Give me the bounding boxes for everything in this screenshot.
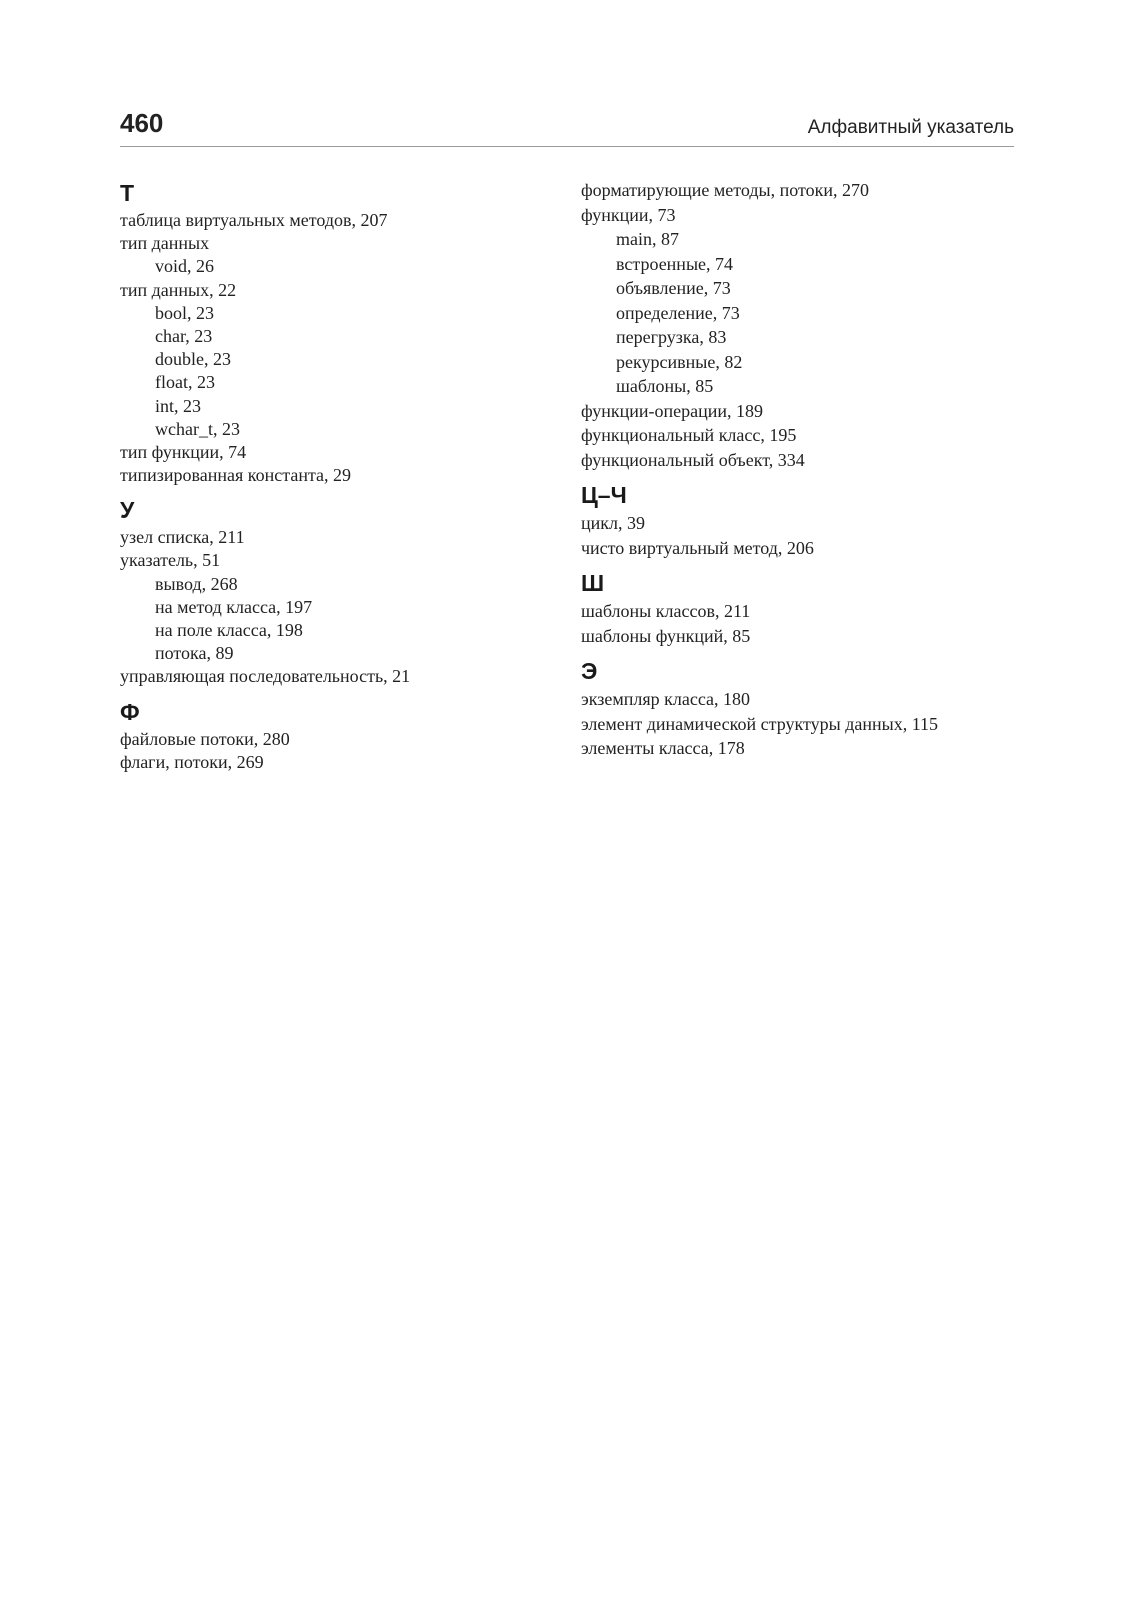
index-subentry: char, 23: [155, 325, 213, 346]
index-entry: управляющая последовательность, 21: [120, 666, 411, 687]
index-entry: тип данных, 22: [120, 279, 237, 300]
index-entry: цикл, 39: [581, 513, 645, 533]
index-subentry: main, 87: [616, 229, 679, 249]
index-column-right: [581, 178, 1014, 769]
index-column-left: [120, 178, 560, 782]
index-entry: функции, 73: [581, 204, 676, 225]
index-entry: таблица виртуальных методов, 207: [120, 210, 388, 230]
index-entry: чисто виртуальный метод, 206: [581, 537, 814, 558]
index-entry: экземпляр класса, 180: [581, 689, 751, 709]
index-subentry: на поле класса, 198: [155, 620, 303, 640]
section-letter-heading: Т: [120, 180, 135, 206]
page-number: 460: [120, 108, 164, 138]
index-subentry: double, 23: [155, 349, 231, 370]
section-letter-heading: Ф: [120, 698, 140, 725]
index-section: [120, 697, 560, 774]
index-entry: флаги, потоки, 269: [120, 751, 264, 772]
index-subentry: вывод, 268: [155, 573, 238, 594]
index-subentry: встроенные, 74: [616, 253, 734, 274]
index-entry: шаблоны функций, 85: [581, 625, 751, 646]
index-section: [581, 480, 1014, 560]
section-letter-heading: Э: [581, 658, 598, 684]
index-subentry: void, 26: [155, 256, 215, 277]
index-entry: функции-операции, 189: [581, 400, 763, 421]
index-entry: функциональный класс, 195: [581, 425, 797, 445]
index-section: [120, 495, 560, 688]
index-subentry: wchar_t, 23: [155, 418, 240, 439]
running-head: Алфавитный указатель: [807, 117, 1014, 138]
index-subentry: int, 23: [155, 395, 202, 416]
section-letter-heading: У: [120, 497, 135, 524]
index-section: [581, 178, 1014, 472]
section-letter-heading: Ц–Ч: [581, 482, 627, 508]
index-entry: функциональный объект, 334: [581, 449, 805, 470]
index-entry: узел списка, 211: [120, 527, 245, 548]
index-section: [581, 568, 1014, 648]
index-subentry: рекурсивные, 82: [616, 351, 743, 372]
index-entry: типизированная константа, 29: [120, 465, 352, 486]
index-subentry: перегрузка, 83: [616, 327, 727, 347]
index-entry: шаблоны классов, 211: [581, 601, 751, 621]
header-divider: [120, 146, 1014, 147]
index-entry: элементы класса, 178: [581, 738, 745, 758]
section-letter-heading: Ш: [581, 570, 605, 596]
index-entry: файловые потоки, 280: [120, 728, 290, 749]
index-subentry: потока, 89: [155, 643, 234, 664]
index-entry: тип функции, 74: [120, 441, 247, 462]
index-subentry: шаблоны, 85: [616, 376, 714, 396]
index-subentry: на метод класса, 197: [155, 596, 313, 617]
index-entry: тип данных: [120, 233, 210, 254]
index-section: [120, 178, 560, 487]
index-subentry: bool, 23: [155, 302, 215, 323]
index-subentry: float, 23: [155, 372, 215, 393]
index-entry: элемент динамической структуры данных, 115: [581, 713, 939, 734]
index-entry: указатель, 51: [120, 550, 221, 571]
index-subentry: определение, 73: [616, 302, 740, 323]
index-section: [581, 656, 1014, 761]
index-entry: форматирующие методы, потоки, 270: [581, 180, 870, 200]
index-subentry: объявление, 73: [616, 278, 731, 298]
